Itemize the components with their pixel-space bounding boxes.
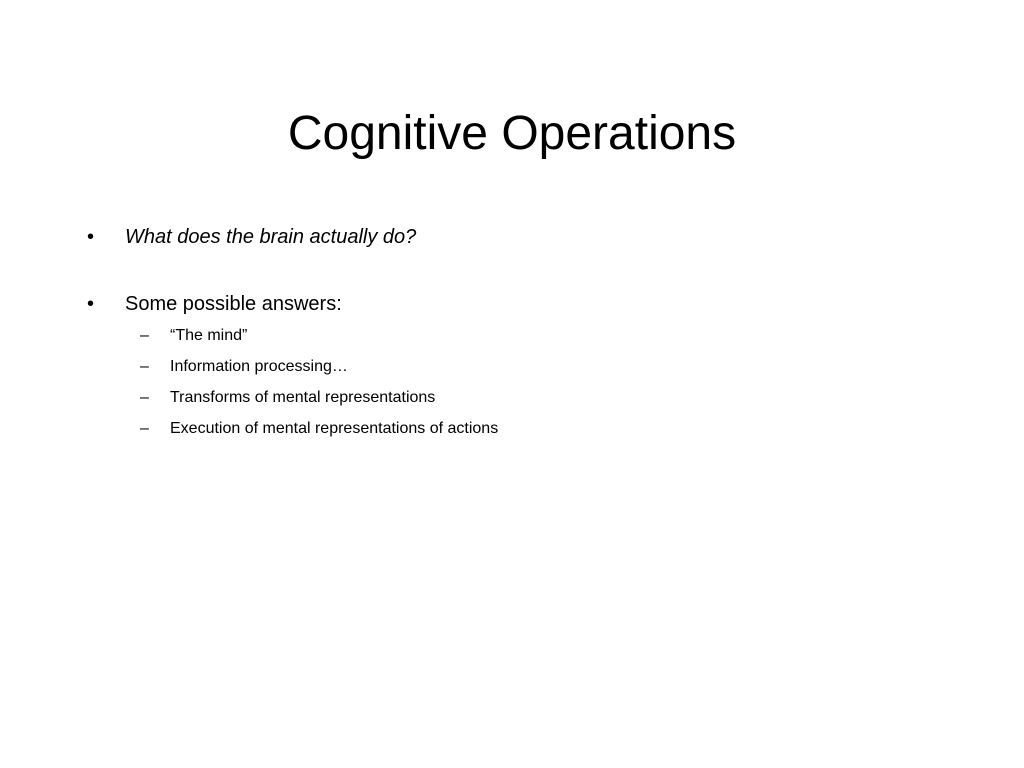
sub-bullet-marker: – — [140, 420, 149, 437]
bullet-item-question — [87, 225, 416, 249]
sub-bullet-text: Execution of mental representations of actions — [170, 420, 499, 437]
bullet-marker: • — [87, 293, 95, 315]
sub-bullet-text: Information processing… — [170, 358, 348, 375]
sub-bullet-item — [140, 419, 498, 439]
sub-bullet-text: “The mind” — [170, 327, 248, 344]
slide-title: Cognitive Operations — [287, 107, 737, 160]
bullet-text: Some possible answers: — [125, 293, 342, 315]
sub-bullet-item — [140, 388, 435, 408]
sub-bullet-marker: – — [140, 358, 149, 375]
bullet-marker: • — [87, 226, 95, 248]
sub-bullet-marker: – — [140, 389, 149, 406]
bullet-text: What does the brain actually do? — [125, 226, 417, 248]
sub-bullet-text: Transforms of mental representations — [170, 389, 436, 406]
sub-bullet-item — [140, 357, 348, 377]
sub-bullet-marker: – — [140, 327, 149, 344]
bullet-item-answers — [87, 292, 342, 316]
sub-bullet-item — [140, 326, 247, 346]
